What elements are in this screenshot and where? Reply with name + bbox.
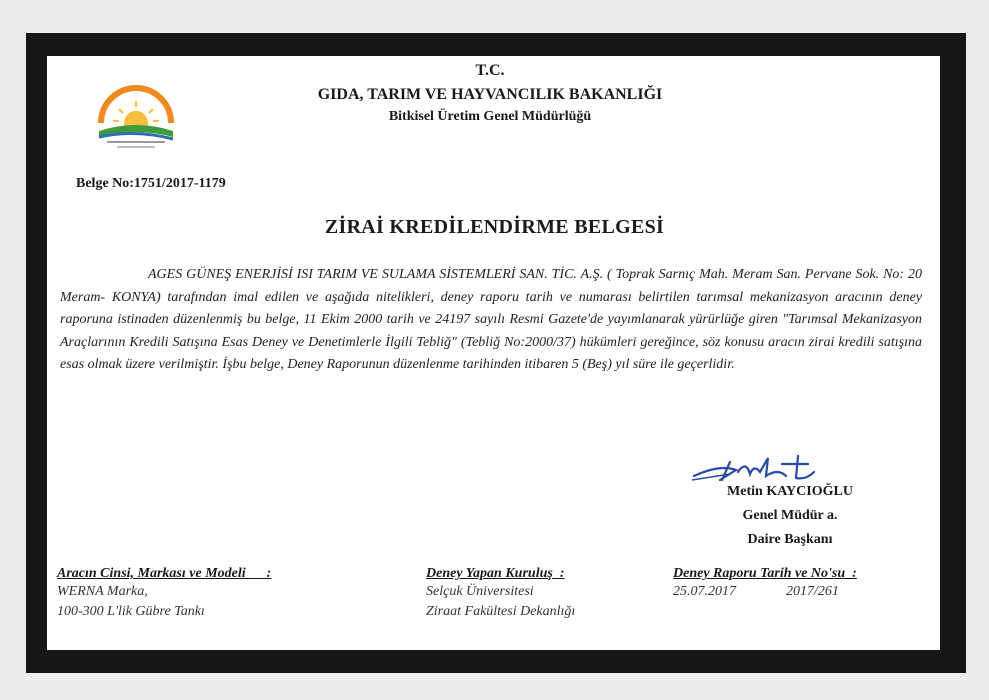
- report-number: 2017/261: [786, 584, 839, 599]
- report-values: [673, 582, 857, 602]
- header-directorate: Bitkisel Üretim Genel Müdürlüğü: [388, 109, 592, 124]
- report-date: 25.07.2017: [673, 584, 736, 599]
- signature-icon: [690, 450, 830, 486]
- vehicle-label: Aracın Cinsi, Markası ve Modeli :: [57, 566, 272, 581]
- vehicle-brand: WERNA Marka,: [57, 584, 148, 599]
- document-number: Belge No:1751/2017-1179: [76, 176, 226, 191]
- report-label: Deney Raporu Tarih ve No'su :: [673, 566, 857, 581]
- vehicle-details: [57, 566, 271, 622]
- signer-role: Genel Müdür a.: [742, 508, 838, 523]
- signer-name: Metin KAYCIOĞLU: [727, 484, 853, 499]
- page-title: ZİRAİ KREDİLENDİRME BELGESİ: [324, 216, 665, 238]
- institution-faculty: Ziraat Fakültesi Dekanlığı: [426, 604, 576, 619]
- header-tc: T.C.: [475, 62, 505, 79]
- header-ministry: GIDA, TARIM VE HAYVANCILIK BAKANLIĞI: [317, 86, 663, 103]
- report-details: [673, 566, 857, 602]
- ministry-logo-icon: [95, 83, 177, 153]
- vehicle-model: 100-300 L'lik Gübre Tankı: [57, 604, 205, 619]
- signer-department: Daire Başkanı: [747, 532, 833, 547]
- institution-details: [426, 566, 575, 622]
- institution-name: Selçuk Üniversitesi: [426, 584, 534, 599]
- certificate-body: AGES GÜNEŞ ENERJİSİ ISI TARIM VE SULAMA SİSTEMLERİ SAN. TİC. A.Ş. ( Toprak Sarnıç Mah. Meram San. Pervane Sok. No: 20 Meram- KONYA) tarafından imal edilen ve aşağıda nitelikleri, deney raporu tarih ve numarası belirtilen tarımsal mekanizasyon aracının deney raporuna istinaden düzenlenmiş bu belge, 11 Ekim 2000 tarih ve 24197 sayılı Resmi Gazete'de yayımlanarak yürürlüğe giren "Tarımsal Mekanizasyon Araçlarının Kredili Satışına Esas Deney ve Denetimlerle İlgili Tebliğ" (Tebliğ No:2000/37) hükümleri gereğince, söz konusu aracın zirai kredili satışına esas olmak üzere verilmiştir. İşbu belge, Deney Raporunun düzenlenme tarihinden itibaren 5 (Beş) yıl süre ile geçerlidir.: [60, 267, 922, 372]
- institution-label: Deney Yapan Kuruluş :: [426, 566, 565, 581]
